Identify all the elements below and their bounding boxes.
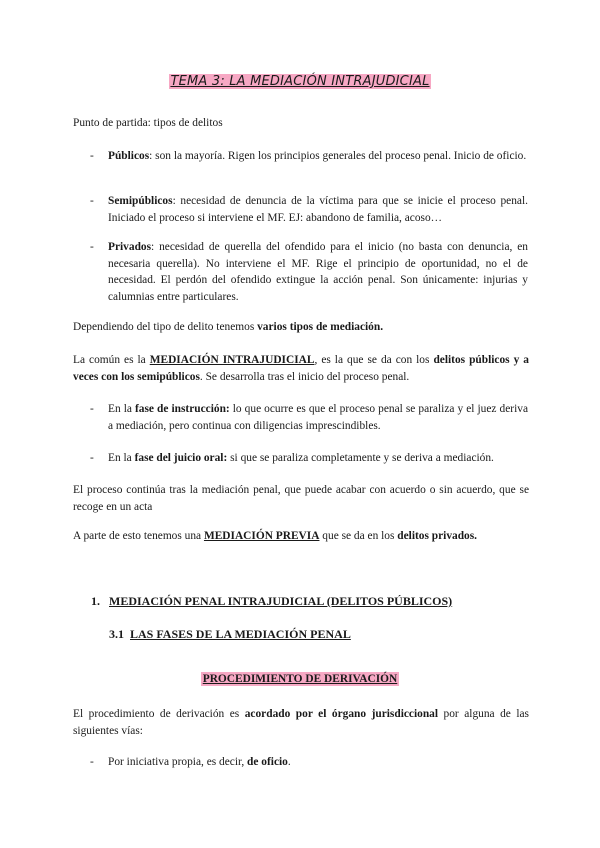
list-item-publicos (108, 148, 528, 165)
fase-instruccion-post: lo que ocurre es que el proceso penal se paraliza y el juez deriva a mediación, pero continua con diligencias imprescindibles. (108, 403, 529, 432)
derivacion-bold: acordado por el órgano jurisdiccional (244, 708, 439, 720)
document-title-text: TEMA 3: LA MEDIACIÓN INTRAJUDICIAL (170, 74, 430, 89)
list-item-privados (108, 239, 528, 305)
via-oficio-bold: de oficio (247, 756, 288, 768)
text-privados: : necesidad de querella del ofendido para el inicio (no basta con denuncia, en necesaria querella). No interviene el MF. Rige el principio de oportunidad, no el de necesidad. El perdón del ofendido extingue la acción penal. Son únicamente: injurias y calumnias entre particulares. (108, 241, 528, 303)
bullet-marker: - (90, 452, 94, 464)
intro-paragraph: Punto de partida: tipos de delitos (73, 117, 223, 129)
section-3-1-number: 3.1 (109, 627, 124, 641)
list-item-fase-juicio (108, 450, 528, 467)
procedimiento-heading (0, 671, 600, 688)
term-semipublicos: Semipúblicos (108, 195, 173, 207)
continua-paragraph: El proceso continúa tras la mediación penal, que puede acabar con acuerdo o sin acuerdo, que se recoge en un acta (73, 484, 529, 513)
text-semipublicos: : necesidad de denuncia de la víctima para que se inicie el proceso penal. Iniciado el proceso si interviene el MF. EJ: abandono de familia, acoso… (108, 195, 528, 224)
dependiendo-pre: Dependiendo del tipo de delito tenemos (73, 321, 258, 333)
comun-pre: La común es la (73, 354, 150, 366)
bullet-marker: - (90, 756, 94, 768)
fase-juicio-bold: fase del juicio oral: (134, 452, 228, 464)
text-publicos: : son la mayoría. Rigen los principios generales del proceso penal. Inicio de oficio. (149, 150, 527, 162)
term-publicos: Públicos (108, 150, 150, 162)
via-oficio-post: . (287, 756, 291, 768)
document-title (0, 73, 600, 91)
derivacion-pre: El procedimiento de derivación es (73, 708, 245, 720)
previa-mid: que se da en los (319, 530, 398, 542)
comun-mid: , es la que se da con los (314, 354, 434, 366)
previa-paragraph (73, 528, 529, 545)
section-1-number: 1. (91, 594, 100, 608)
fase-instruccion-bold: fase de instrucción: (135, 403, 230, 415)
section-1-heading: MEDIACIÓN PENAL INTRAJUDICIAL (DELITOS PÚBLICOS) (109, 594, 453, 608)
list-item-semipublicos (108, 193, 528, 226)
comun-paragraph (73, 352, 529, 385)
previa-bold: delitos privados. (397, 530, 478, 542)
comun-bold: delitos públicos y a veces con los semipúblicos (73, 354, 529, 383)
derivacion-paragraph (73, 706, 529, 739)
previa-pre: A parte de esto tenemos una (73, 530, 204, 542)
derivacion-post: por alguna de las siguientes vías: (73, 708, 529, 737)
dependiendo-bold: varios tipos de mediación. (257, 321, 384, 333)
fase-juicio-post: si que se paraliza completamente y se deriva a mediación. (227, 452, 494, 464)
list-item-fase-instruccion (108, 401, 528, 434)
bullet-marker: - (90, 403, 94, 415)
term-privados: Privados (108, 241, 152, 253)
procedimiento-heading-text: PROCEDIMIENTO DE DERIVACIÓN (202, 673, 398, 685)
fase-instruccion-pre: En la (108, 403, 135, 415)
section-3-1-heading: LAS FASES DE LA MEDIACIÓN PENAL (130, 627, 351, 641)
dependiendo-paragraph (73, 319, 529, 336)
previa-term: MEDIACIÓN PREVIA (203, 530, 320, 542)
bullet-marker: - (90, 195, 94, 207)
comun-term: MEDIACIÓN INTRAJUDICIAL (149, 354, 315, 366)
comun-post: . Se desarrolla tras el inicio del proceso penal. (199, 370, 410, 383)
list-item-via-oficio (108, 754, 528, 771)
fase-juicio-pre: En la (108, 452, 135, 464)
bullet-marker: - (90, 241, 94, 253)
via-oficio-pre: Por iniciativa propia, es decir, (108, 756, 248, 768)
bullet-marker: - (90, 150, 94, 162)
